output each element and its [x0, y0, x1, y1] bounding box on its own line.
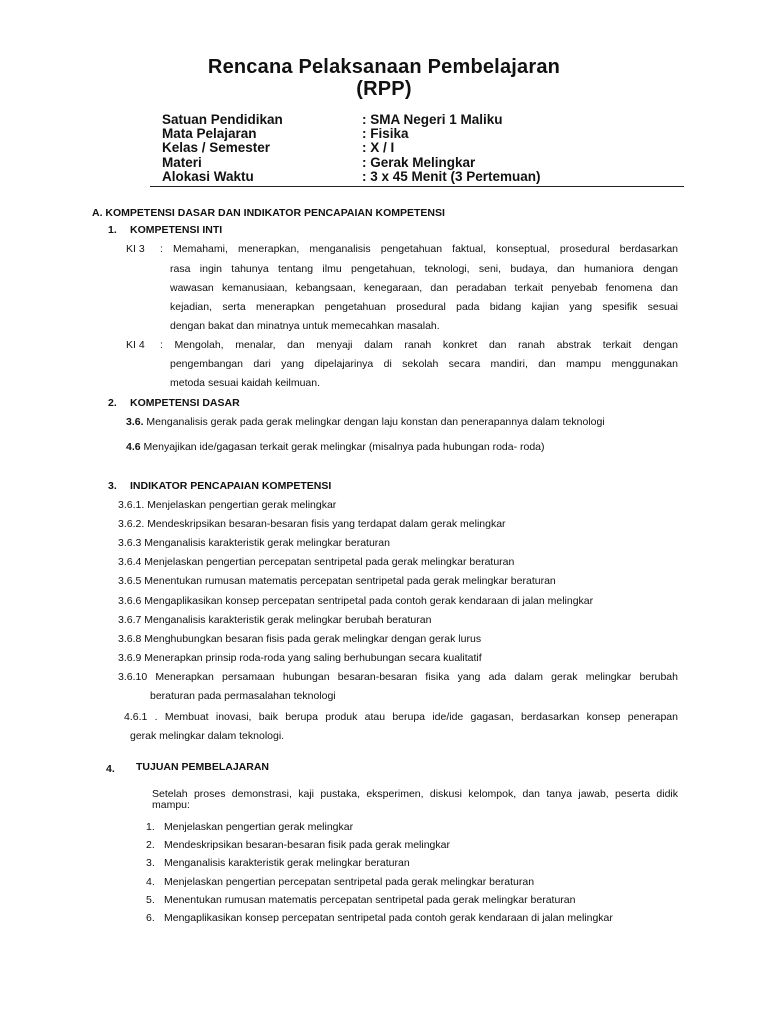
ipk-heading-number: 3. — [108, 480, 117, 492]
kd-item — [126, 416, 605, 428]
info-value-mapel: : Fisika — [362, 126, 409, 141]
ki-heading-number: 1. — [108, 224, 117, 236]
tujuan-item — [146, 839, 155, 851]
kd-item — [126, 441, 545, 453]
tujuan-heading: TUJUAN PEMBELAJARAN — [136, 761, 270, 773]
kd-item-text: Menyajikan ide/gagasan terkait gerak melingkar (misalnya pada hubungan roda- roda) — [140, 441, 545, 453]
kd-heading-number: 2. — [108, 397, 117, 409]
tujuan-intro: Setelah proses demonstrasi, kaji pustaka, eksperimen, diskusi kelompok, dan tanya jawab, peserta didik — [152, 788, 678, 800]
ki4-line: metoda sesuai kaidah keilmuan. — [170, 377, 321, 389]
tujuan-item-text: Menganalisis karakteristik gerak melingkar beraturan — [164, 857, 410, 869]
tujuan-item — [146, 894, 155, 906]
info-label-kelas: Kelas / Semester — [162, 140, 271, 155]
ipk-item: 3.6.6 Mengaplikasikan konsep percepatan sentripetal pada contoh gerak kendaraan di jalan melingkar — [118, 595, 594, 607]
ipk-item: 3.6.1. Menjelaskan pengertian gerak melingkar — [118, 499, 337, 511]
info-label-mapel: Mata Pelajaran — [162, 126, 257, 141]
document-subtitle: (RPP) — [356, 78, 412, 100]
info-label-satuan: Satuan Pendidikan — [162, 112, 283, 127]
ipk-item: 3.6.7 Menganalisis karakteristik gerak melingkar berubah beraturan — [118, 614, 432, 626]
tujuan-heading-number: 4. — [106, 763, 115, 775]
tujuan-item-number: 3. — [146, 857, 155, 869]
tujuan-item-text: Menentukan rumusan matematis percepatan sentripetal pada gerak melingkar beraturan — [164, 894, 576, 906]
tujuan-item-text: Menjelaskan pengertian percepatan sentripetal pada gerak melingkar beraturan — [164, 876, 535, 888]
kd-heading: KOMPETENSI DASAR — [130, 397, 240, 409]
info-value-alokasi: : 3 x 45 Menit (3 Pertemuan) — [362, 169, 541, 184]
tujuan-item-number: 6. — [146, 912, 155, 924]
tujuan-intro-continued: mampu: — [152, 799, 190, 811]
info-label-alokasi: Alokasi Waktu — [162, 169, 254, 184]
tujuan-item — [146, 876, 155, 888]
ipk-item: 3.6.5 Menentukan rumusan matematis percepatan sentripetal pada gerak melingkar beraturan — [118, 575, 556, 587]
kd-item-number: 4.6 — [126, 441, 141, 453]
tujuan-item-text: Menjelaskan pengertian gerak melingkar — [164, 821, 354, 833]
tujuan-item-text: Mendeskripsikan besaran-besaran fisik pada gerak melingkar — [164, 839, 450, 851]
info-value-kelas: : X / I — [362, 140, 395, 155]
tujuan-item-number: 2. — [146, 839, 155, 851]
ki4-code: KI 4 — [126, 339, 145, 351]
kd-item-number: 3.6. — [126, 416, 144, 428]
ki3-line: rasa ingin tahunya tentang ilmu pengetahuan, teknologi, seni, budaya, dan humaniora dengan — [170, 263, 678, 275]
ipk-heading: INDIKATOR PENCAPAIAN KOMPETENSI — [130, 480, 332, 492]
ipk-item: 3.6.3 Menganalisis karakteristik gerak melingkar beraturan — [118, 537, 390, 549]
ipk-item: 4.6.1 . Membuat inovasi, baik berupa produk atau berupa ide/ide gagasan, berdasarkan konsep penerapan — [124, 711, 678, 723]
tujuan-item — [146, 821, 155, 833]
ki4-line: pengembangan dari yang dipelajarinya di sekolah secara mandiri, dan mampu menggunakan — [170, 358, 678, 370]
tujuan-item-number: 4. — [146, 876, 155, 888]
tujuan-item — [146, 912, 155, 924]
ki3-line: wawasan kemanusiaan, kebangsaan, kenegaraan, dan peradaban terkait penyebab fenomena dan — [170, 282, 678, 294]
ki3-line: dengan bakat dan minatnya untuk memecahkan masalah. — [170, 320, 440, 332]
ipk-item: 3.6.9 Menerapkan prinsip roda-roda yang saling berhubungan secara kualitatif — [118, 652, 482, 664]
ki-heading: KOMPETENSI INTI — [130, 224, 223, 236]
tujuan-item-number: 1. — [146, 821, 155, 833]
ki3-code: KI 3 — [126, 243, 145, 255]
tujuan-item-number: 5. — [146, 894, 155, 906]
ipk-item: 3.6.10 Menerapkan persamaan hubungan besaran-besaran fisika yang ada dalam gerak melingkar berubah — [118, 671, 678, 683]
ki3-line: : Memahami, menerapkan, menganalisis pengetahuan faktual, konseptual, prosedural berdasarkan — [160, 243, 678, 255]
tujuan-item — [146, 857, 155, 869]
section-a-heading: A. KOMPETENSI DASAR DAN INDIKATOR PENCAPAIAN KOMPETENSI — [92, 207, 445, 219]
ipk-item: 3.6.4 Menjelaskan pengertian percepatan sentripetal pada gerak melingkar beraturan — [118, 556, 515, 568]
ipk-item-continued: gerak melingkar dalam teknologi. — [130, 730, 285, 742]
info-value-materi: : Gerak Melingkar — [362, 155, 476, 170]
ipk-item-continued: beraturan pada permasalahan teknologi — [150, 690, 336, 702]
document-title: Rencana Pelaksanaan Pembelajaran — [207, 56, 561, 78]
ki4-line: : Mengolah, menalar, dan menyaji dalam ranah konkret dan ranah abstrak terkait dengan — [160, 339, 678, 351]
ipk-item: 3.6.8 Menghubungkan besaran fisis pada gerak melingkar dengan gerak lurus — [118, 633, 482, 645]
kd-item-text: Menganalisis gerak pada gerak melingkar dengan laju konstan dan penerapannya dalam teknologi — [143, 416, 605, 428]
ki3-line: kejadian, serta menerapkan pengetahuan prosedural pada bidang kajian yang spesifik sesuai — [170, 301, 678, 313]
tujuan-item-text: Mengaplikasikan konsep percepatan sentripetal pada contoh gerak kendaraan di jalan melingkar — [164, 912, 613, 924]
ipk-item: 3.6.2. Mendeskripsikan besaran-besaran fisis yang terdapat dalam gerak melingkar — [118, 518, 506, 530]
info-label-materi: Materi — [162, 155, 202, 170]
header-divider — [150, 186, 684, 187]
info-value-satuan: : SMA Negeri 1 Maliku — [362, 112, 503, 127]
